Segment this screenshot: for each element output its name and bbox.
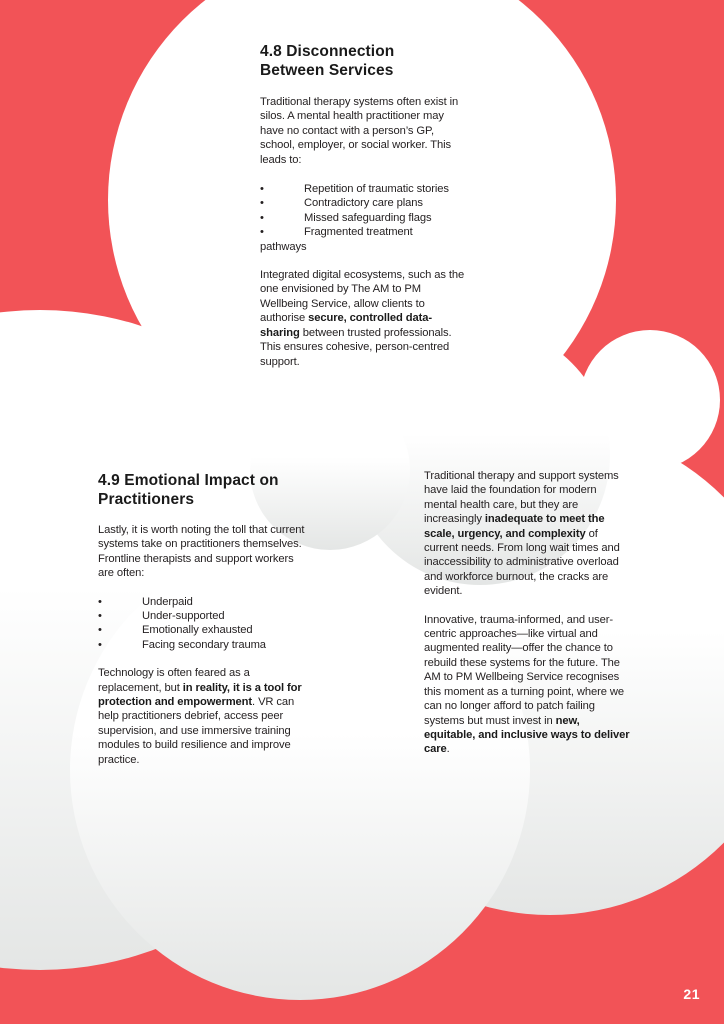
list-item: • Contradictory care plans — [260, 196, 470, 210]
bullet-continuation: pathways — [260, 240, 307, 253]
section-4-9-intro: Lastly, it is worth noting the toll that current systems take on practitioners themselves. Frontline therapists and support workers are often: — [98, 524, 305, 580]
conclusion-para1: Traditional therapy and support systems have laid the foundation for modern mental health care, but they are increasingly inadequate to meet the scale, urgency, and complexity of current needs. From long wait times and inaccessibility to administrative overload and workforce burnout, the cracks are evident. — [424, 470, 620, 598]
emphasis: new, equitable, and inclusive ways to deliver care — [424, 714, 630, 756]
section-4-8 — [260, 42, 470, 369]
list-item: • Missed safeguarding flags — [260, 211, 470, 225]
section-4-8-para2: Integrated digital ecosystems, such as the one envisioned by The AM to PM Wellbeing Service, allow clients to authorise secure, controlled data-sharing between trusted professionals. This ensures cohesive, person-centred support. — [260, 269, 465, 368]
section-4-8-intro: Traditional therapy systems often exist in silos. A mental health practitioner may have no contact with a person’s GP, school, employer, or social worker. This leads to: — [260, 96, 459, 166]
section-4-9-bullets — [98, 595, 308, 653]
list-item: • Under-supported — [98, 609, 308, 623]
section-4-8-title: 4.8 Disconnection Between Services — [260, 43, 395, 79]
page-number: 21 — [683, 986, 700, 1002]
section-4-8-bullets — [260, 182, 470, 240]
conclusion — [424, 469, 632, 757]
list-item: • Fragmented treatment — [260, 225, 470, 239]
list-item: • Emotionally exhausted — [98, 623, 308, 637]
list-item: • Facing secondary trauma — [98, 638, 308, 652]
conclusion-para2: Innovative, trauma-informed, and user-centric approaches—like virtual and augmented reality—offer the chance to rebuild these systems for the future. The AM to PM Wellbeing Service recognises this moment as a turning point, where we can no longer afford to patch failing systems but must invest in new, equitable, and inclusive ways to deliver care. — [424, 613, 630, 756]
section-4-9 — [98, 471, 308, 767]
emphasis: secure, controlled data-sharing — [260, 312, 432, 339]
list-item: • Repetition of traumatic stories — [260, 182, 470, 196]
section-4-9-para2: Technology is often feared as a replacement, but in reality, it is a tool for protection and empowerment. VR can help practitioners debrief, access peer supervision, and use immersive training modules to build resilience and improve practice. — [98, 667, 302, 766]
section-4-9-title: 4.9 Emotional Impact on Practitioners — [98, 472, 279, 508]
emphasis: inadequate to meet the scale, urgency, and complexity — [424, 513, 605, 540]
emphasis: in reality, it is a tool for protection and empowerment — [98, 681, 302, 709]
list-item: • Underpaid — [98, 595, 308, 609]
